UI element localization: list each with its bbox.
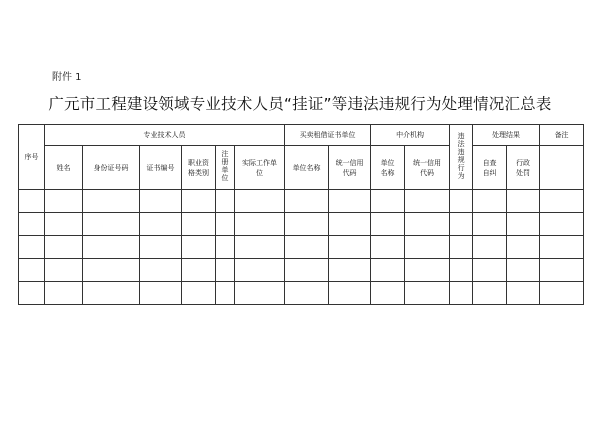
table-row <box>19 259 584 282</box>
col-id-header: 身份证号码 <box>83 146 140 190</box>
col-agency-code-header: 统一信用代码 <box>405 146 450 190</box>
document-title: 广元市工程建设领域专业技术人员“挂证”等违法违规行为处理情况汇总表 <box>48 95 552 113</box>
header-row-2 <box>19 146 584 190</box>
col-group-result: 处理结果 <box>473 125 540 146</box>
col-group-buyer-unit: 买卖租借证书单位 <box>285 125 371 146</box>
table-row <box>19 282 584 305</box>
col-remark-cell <box>540 146 584 190</box>
table-row <box>19 213 584 236</box>
table-row <box>19 190 584 213</box>
col-work-unit-header: 实际工作单位 <box>235 146 285 190</box>
col-name-header: 姓名 <box>45 146 83 190</box>
col-buyer-name-header: 单位名称 <box>285 146 329 190</box>
col-penalty-header: 行政处罚 <box>507 146 540 190</box>
col-cert-header: 证书编号 <box>140 146 182 190</box>
attachment-label: 附件 1 <box>52 72 82 83</box>
col-remark-header: 备注 <box>540 125 584 146</box>
col-seq-header: 序号 <box>19 125 45 190</box>
col-group-agency: 中介机构 <box>371 125 450 146</box>
col-qual-header: 职业资格类别 <box>182 146 216 190</box>
col-buyer-code-header: 统一信用代码 <box>329 146 371 190</box>
col-group-professionals: 专业技术人员 <box>45 125 285 146</box>
col-violation-header: 违法违规行为 <box>450 125 473 190</box>
summary-table <box>18 124 584 305</box>
col-self-correct-header: 自查自纠 <box>473 146 507 190</box>
col-reg-unit-header: 注册单位 <box>216 146 235 190</box>
header-row-1 <box>19 125 584 146</box>
table-row <box>19 236 584 259</box>
col-agency-name-header: 单位名称 <box>371 146 405 190</box>
